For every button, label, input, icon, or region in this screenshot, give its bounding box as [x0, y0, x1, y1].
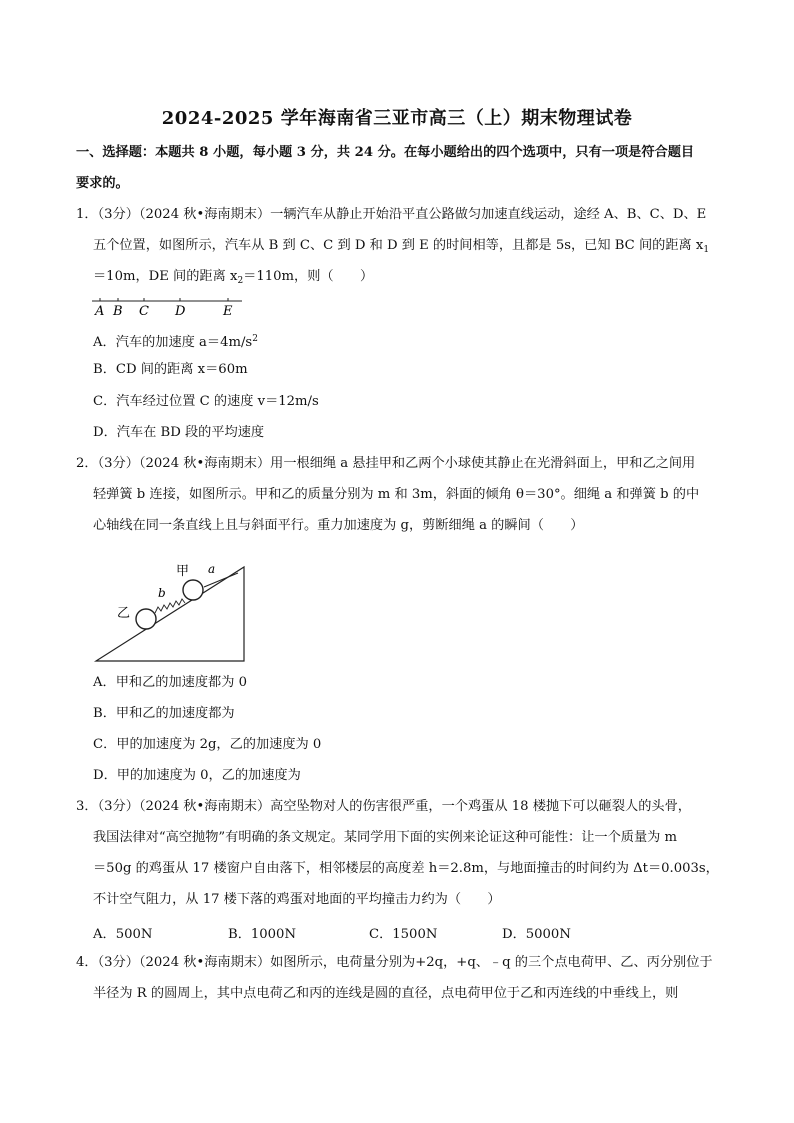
q3-option-d: D．5000N — [502, 927, 571, 942]
q3-line4: 不计空气阻力，从 17 楼下落的鸡蛋对地面的平均撞击力约为（ ） — [93, 892, 501, 907]
q1-option-d: D．汽车在 BD 段的平均速度 — [93, 425, 265, 440]
q3-line1: 3．（3分）（2024 秋•海南期末）高空坠物对人的伤害很严重，一个鸡蛋从 18 楼抛下可以砸裂人的头骨， — [76, 799, 691, 814]
point-label-c: C — [139, 304, 149, 319]
page-title: 2024-2025 学年海南省三亚市高三（上）期末物理试卷 — [161, 108, 633, 129]
q1-option-a: A．汽车的加速度 $a=4m/s^2$ — [93, 334, 258, 350]
ball-jia — [183, 580, 203, 600]
q1-option-c: C．汽车经过位置 C 的速度 v＝12m/s — [93, 394, 319, 409]
q2-line2: 轻弹簧 b 连接，如图所示。甲和乙的质量分别为 m 和 3m，斜面的倾角 θ＝30°。细绳 a 和弹簧 b 的中 — [93, 487, 700, 502]
q1-line3: ＝10m，DE 间的距离 $x_2=110m$，则（ ） — [93, 269, 374, 286]
q1-option-b: B．CD 间的距离 x＝60m — [93, 362, 248, 377]
q3-line3: ＝50g 的鸡蛋从 17 楼窗户自由落下，相邻楼层的高度差 h＝2.8m，与地面撞击的时间约为 Δt＝0.003s， — [93, 861, 719, 876]
label-yi: 乙 — [117, 606, 131, 621]
q3-option-c: C．1500N — [369, 927, 438, 942]
q2-option-a: A．甲和乙的加速度都为 0 — [93, 675, 247, 690]
q2-line3: 心轴线在同一条直线上且与斜面平行。重力加速度为 g，剪断细绳 a 的瞬间（ ） — [93, 518, 584, 533]
label-jia: 甲 — [176, 564, 190, 579]
q2-option-c: C．甲的加速度为 2g，乙的加速度为 0 — [93, 737, 322, 752]
q2-line1: 2．（3分）（2024 秋•海南期末）用一根细绳 a 悬挂甲和乙两个小球使其静止在光滑斜面上，甲和乙之间用 — [76, 456, 696, 471]
point-label-d: D — [175, 304, 186, 319]
section-heading-line2: 要求的。 — [76, 176, 129, 191]
q1-position-diagram — [90, 293, 250, 319]
q1-line2: 五个位置，如图所示，汽车从 B 到 C、C 到 D 和 D 到 E 的时间相等，且都是 5s，已知 BC 间的距离 $x_1$ — [93, 238, 710, 255]
q3-line2: 我国法律对“高空抛物”有明确的条文规定。某同学用下面的实例来论证这种可能性：让一个质量为 m — [93, 830, 678, 845]
q3-option-a: A．500N — [93, 927, 153, 942]
ball-yi — [136, 609, 156, 629]
label-a: a — [208, 562, 216, 576]
q2-option-b: B．甲和乙的加速度都为 — [93, 706, 235, 721]
q4-line1: 4．（3分）（2024 秋•海南期末）如图所示，电荷量分别为+2q，+q、﹣q 的三个点电荷甲、乙、丙分别位于 — [76, 955, 713, 970]
spring-b — [155, 599, 185, 613]
point-label-b: B — [113, 304, 123, 319]
q3-option-b: B．1000N — [228, 927, 296, 942]
q4-line2: 半径为 R 的圆周上，其中点电荷乙和丙的连线是圆的直径，点电荷甲位于乙和丙连线的中垂线上，则 — [93, 986, 679, 1001]
q1-line1: 1．（3分）（2024 秋•海南期末）一辆汽车从静止开始沿平直公路做匀加速直线运动，途经 A、B、C、D、E — [76, 207, 707, 222]
point-label-e: E — [223, 304, 233, 319]
q2-incline-diagram — [92, 553, 252, 665]
q2-option-d: D．甲的加速度为 0，乙的加速度为 — [93, 768, 301, 783]
section-heading-line1: 一、选择题：本题共 8 小题，每小题 3 分，共 24 分。在每小题给出的四个选项中，只有一项是符合题目 — [76, 145, 695, 160]
label-b: b — [158, 586, 166, 600]
point-label-a: A — [95, 304, 105, 319]
